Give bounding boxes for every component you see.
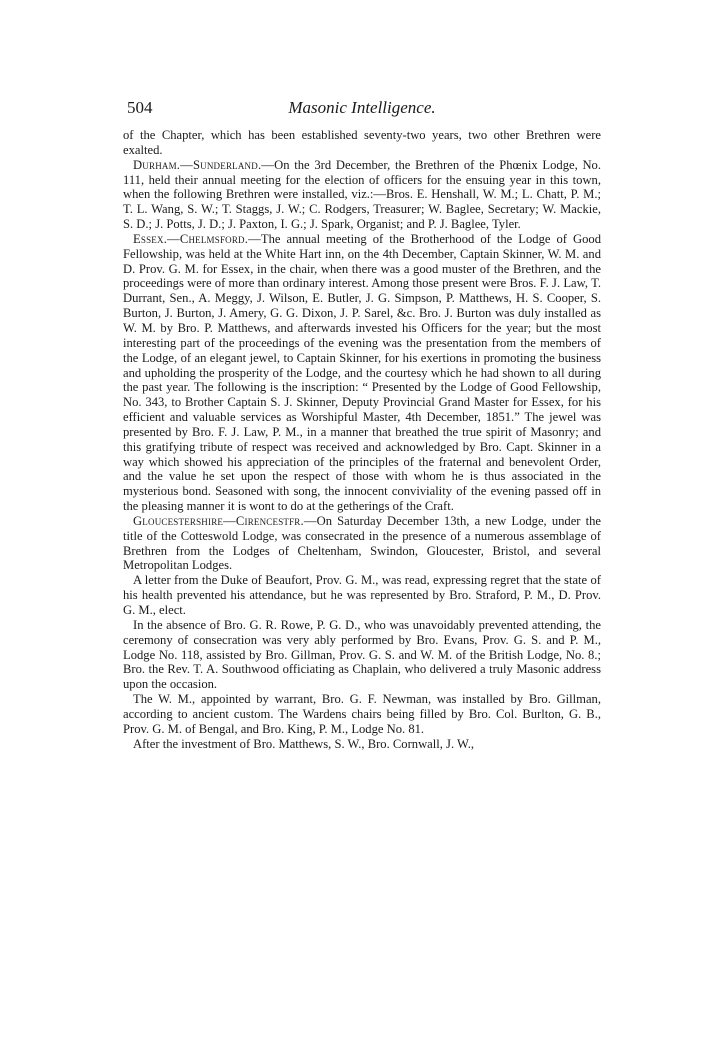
paragraph-text: After the investment of Bro. Matthews, S. W., Bro. Cornwall, J. W., <box>133 736 475 751</box>
book-page <box>123 98 601 751</box>
paragraph-essex-chelmsford <box>123 232 601 514</box>
body-text <box>123 128 601 751</box>
paragraph-text: On Saturday December 13th, a new Lodge, under the title of the Cotteswold Lodge, was consecrated in the presence of a numerous assemblage of Brethren from the Lodges of Cheltenham, Swindon, Gloucester, Bristol, and several Metropolitan Lodges. <box>123 513 601 573</box>
paragraph-installation <box>123 692 601 737</box>
paragraph-gloucestershire-cirencester <box>123 514 601 573</box>
paragraph-text: The annual meeting of the Brotherhood of the Lodge of Good Fellowship, was held at the White Hart inn, on the 4th December, Captain Skinner, W. M. and D. Prov. G. M. for Essex, in the chair, when there was a good muster of the Brethren, and the proceedings were of more than ordinary interest. Among those present were Bros. F. J. Law, T. Durrant, Sen., A. Meggy, J. Wilson, E. Butler, J. G. Simpson, P. Matthews, H. S. Cooper, S. Burton, J. Burton, J. Amery, G. G. Dixon, J. P. Sarel, &c. Bro. J. Burton was duly installed as W. M. by Bro. P. Matthews, and afterwards invested his Officers for the year; but the most interesting part of the proceedings of the evening was the presentation from the members of the Lodge, of an elegant jewel, to Captain Skinner, for his exertions in promoting the business and upholding the prosperity of the Lodge, and the courtesy which he had shown to all during the past year. The following is the inscription: “ Presented by the Lodge of Good Fellowship, No. 343, to Brother Captain S. J. Skinner, Deputy Provincial Grand Master for Essex, for his efficient and valuable services as Worshipful Master, 4th December, 1851.” The jewel was presented by Bro. F. J. Law, P. M., in a manner that breathed the true spirit of Masonry; and this gratifying tribute of respect was received and acknowledged by Bro. Capt. Skinner in a way which showed his appreciation of the principles of the fraternal and benevolent Order, and the value he set upon the respect of those with whom he is thus associated in the mysterious bond. Seasoned with song, the innocent conviviality of the evening passed off in the pleasing manner it is wont to do at the getherings of the Craft. <box>123 231 601 514</box>
paragraph-investment <box>123 737 601 752</box>
paragraph-text: A letter from the Duke of Beaufort, Prov. G. M., was read, expressing regret that the state of his health prevented his attendance, but he was represented by Bro. Straford, P. M., D. Prov. G. M., elect. <box>123 573 601 617</box>
paragraph-lead: Durham.—Sunderland.— <box>133 157 275 172</box>
paragraph-durham-sunderland <box>123 158 601 232</box>
page-number: 504 <box>127 98 153 117</box>
paragraph-duke-letter <box>123 573 601 618</box>
paragraph-chapter-continuation <box>123 128 601 158</box>
paragraph-text: of the Chapter, which has been established seventy-two years, two other Brethren were exalted. <box>123 128 601 157</box>
running-title: Masonic Intelligence. <box>288 98 436 117</box>
paragraph-text: In the absence of Bro. G. R. Rowe, P. G. D., who was unavoidably prevented attending, the ceremony of consecration was very ably performed by Bro. Evans, Prov. G. S. and P. M., Lodge No. 118, assisted by Bro. Gillman, Prov. G. S. and W. M. of the British Lodge, No. 8.; Bro. the Rev. T. A. Southwood officiating as Chaplain, who delivered a truly Masonic address upon the occasion. <box>123 617 601 692</box>
paragraph-text: The W. M., appointed by warrant, Bro. G. F. Newman, was installed by Bro. Gillman, according to ancient custom. The Wardens chairs being filled by Bro. Col. Burlton, G. B., Prov. G. M. of Bengal, and Bro. King, P. M., Lodge No. 81. <box>123 692 601 736</box>
paragraph-lead: Gloucestershire—Cirencestfr.— <box>133 513 317 528</box>
paragraph-consecration <box>123 618 601 692</box>
paragraph-text: On the 3rd December, the Brethren of the Phœnix Lodge, No. 111, held their annual meeting for the election of officers for the ensuing year in this town, when the following Brethren were installed, viz.:—Bros. E. Henshall, W. M.; L. Chatt, P. M.; T. L. Wang, S. W.; T. Staggs, J. W.; C. Rodgers, Treasurer; W. Baglee, Secretary; W. Mackie, S. D.; J. Potts, J. D.; J. Paxton, I. G.; J. Spark, Organist; and P. J. Baglee, Tyler. <box>123 157 601 232</box>
paragraph-lead: Essex.—Chelmsford.— <box>133 231 261 246</box>
running-head <box>123 98 601 124</box>
